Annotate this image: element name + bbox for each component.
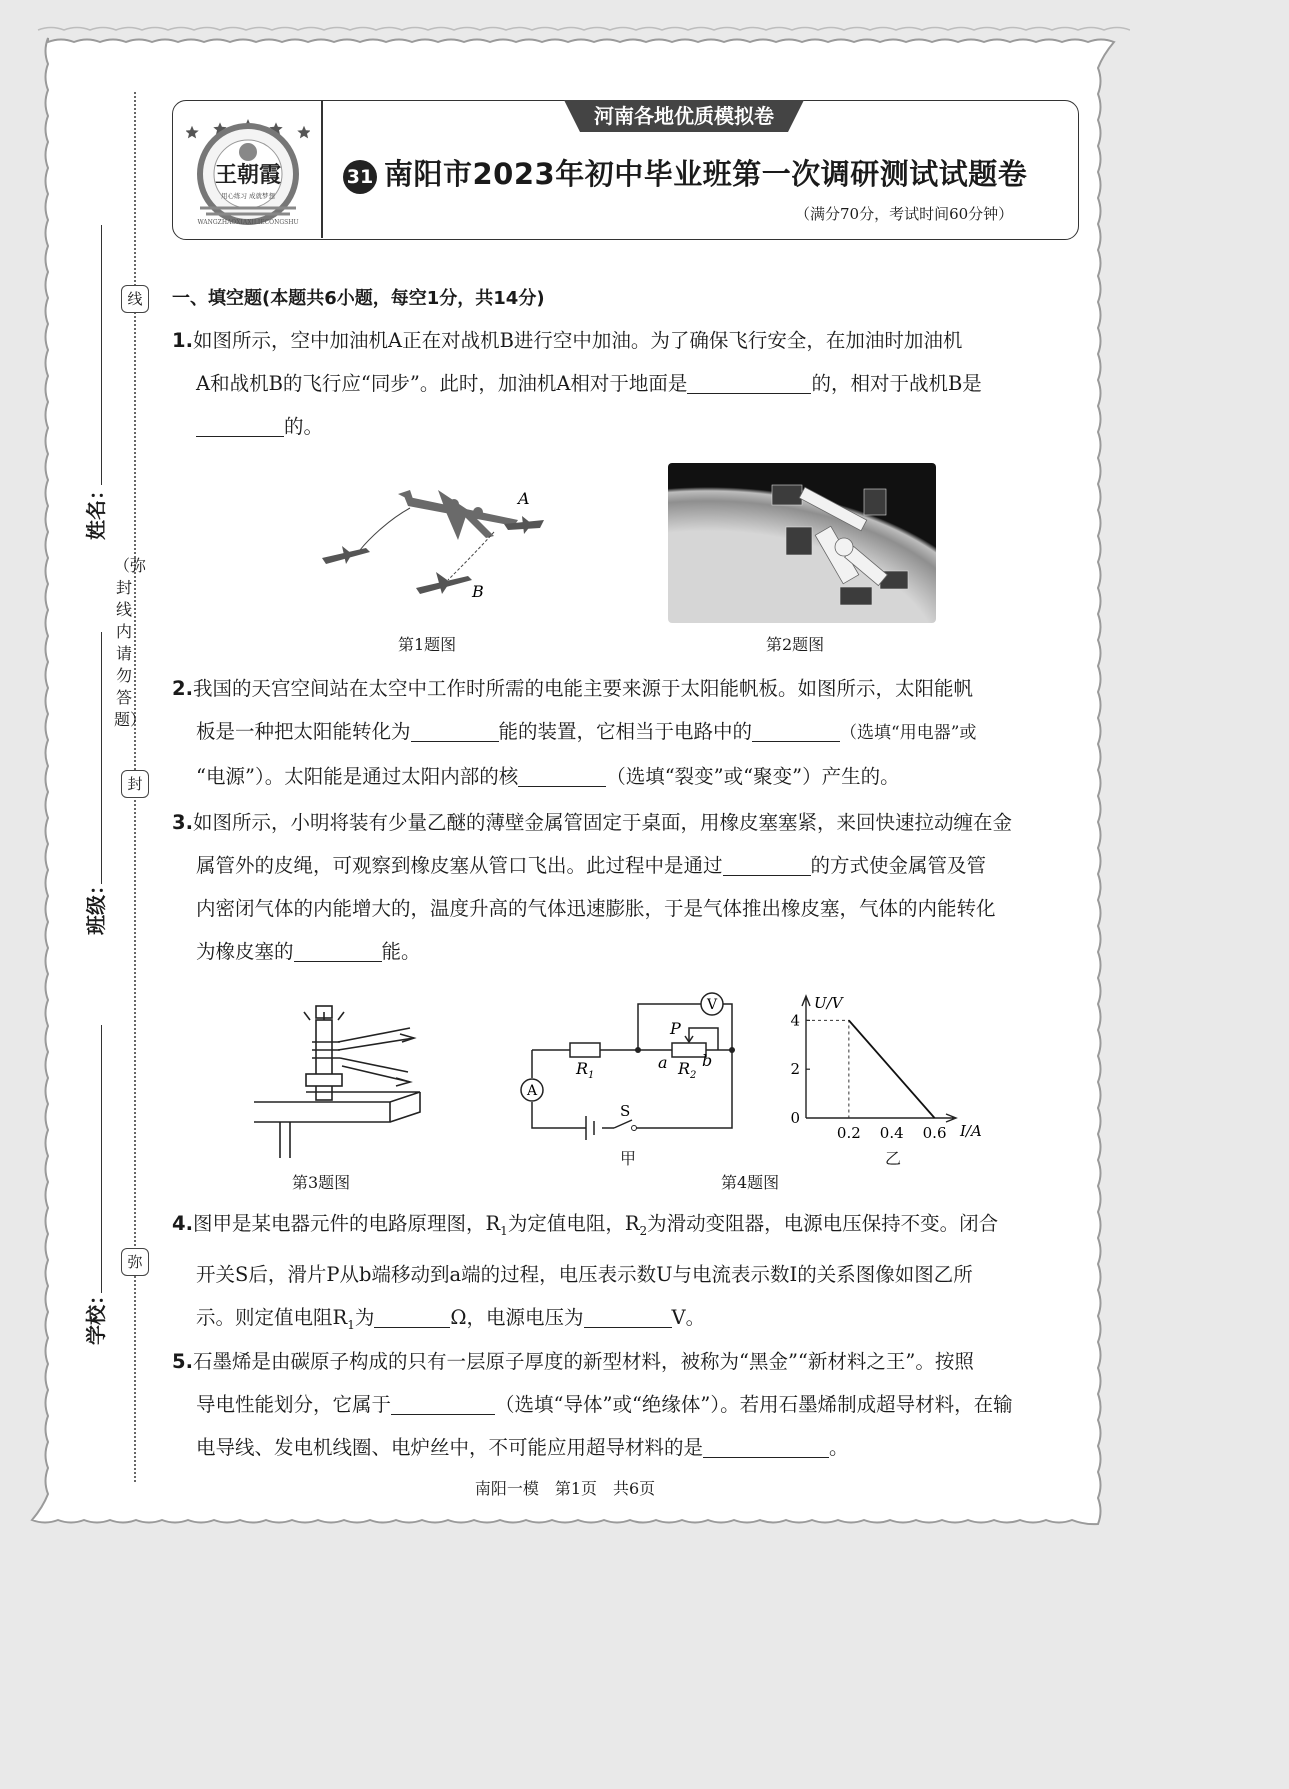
question-number: 3. [172,811,193,834]
question-text: 示。则定值电阻R [196,1305,348,1329]
logo-name: 王朝霞 [214,162,282,188]
question-text: 如图所示，空中加油机A正在对战机B进行空中加油。为了确保飞行安全，在加油时加油机 [192,329,963,352]
question-text: 能。 [381,940,421,963]
svg-text:V: V [706,997,718,1013]
question-text: （选填“裂变”或“聚变”）产生的。 [606,765,900,788]
question-text: 为橡皮塞的 [196,940,294,963]
figure-3-caption: 第3题图 [292,1173,351,1192]
logo-ring-text: WANGZHAOXIAXILIECONGSHU [197,219,299,226]
question-text: 开关S后，滑片P从b端移动到a端的过程，电压表示数U与电流表示数I的关系图像如图乙所 [196,1262,973,1286]
answer-blank[interactable] [703,1433,829,1458]
logo-star-icon [297,126,310,139]
question-text: 为定值电阻，R [507,1212,640,1235]
svg-text:A: A [526,1083,538,1099]
x-tick-label: 0.6 [922,1124,947,1142]
figure-3-tube-apparatus [250,998,430,1160]
seal-xian: 线 [121,285,149,313]
publisher-logo [186,108,310,232]
question-text: 为 [354,1305,375,1329]
y-tick-label: 0 [790,1109,800,1127]
question-text: 内密闭气体的内能增大的，温度升高的气体迅速膨胀，于是气体推出橡皮塞，气体的内能转化 [196,897,996,920]
answer-blank[interactable] [687,369,811,394]
answer-blank[interactable] [723,851,811,876]
header-tag: 河南各地优质模拟卷 [580,100,788,132]
figure-1-refueling [318,480,558,610]
y-axis-label: U/V [814,994,843,1012]
label-a: A [518,489,530,508]
school-field[interactable] [101,1025,102,1293]
y-axis [802,996,810,1118]
r2-label: $R_2$ [678,1059,697,1081]
question-text: 电导线、发电机线圈、电炉丝中，不可能应用超导材料的是 [196,1436,704,1459]
question-text: V。 [671,1305,706,1329]
x-tick-label: 0.2 [836,1124,861,1142]
page-title: 南阳市2023年初中毕业班第一次调研测试试题卷 [384,157,1028,191]
y-tick-label: 4 [790,1011,800,1030]
question-text: “电源”）。太阳能是通过太阳内部的核 [196,765,519,788]
y-tick-label: 2 [790,1060,800,1079]
page-footer: 南阳一模 第1页 共6页 [474,1479,656,1498]
question-number: 2. [172,677,193,700]
school-label: 学校： [84,1285,108,1345]
question-text: 的，相对于战机B是 [811,372,982,395]
question-number: 1. [172,329,193,352]
question-text: （选填“用电器”或 [840,723,977,743]
exam-info: （满分70分，考试时间60分钟） [795,205,1014,223]
resistor-r1 [570,1043,600,1057]
figure-2-caption: 第2题图 [766,635,825,654]
seal-notice: （弥封线内请勿答题） [114,556,147,729]
question-text: 的。 [284,415,324,438]
logo-divider [321,100,323,238]
question-text: 我国的天宫空间站在太空中工作时所需的电能主要来源于太阳能帆板。如图所示，太阳能帆 [192,677,973,700]
question-5 [172,1340,1078,1469]
answer-blank[interactable] [374,1303,450,1328]
question-text: 板是一种把太阳能转化为 [196,720,411,743]
question-text: 石墨烯是由碳原子构成的只有一层原子厚度的新型材料，被称为“黑金”“新材料之王”。按照 [192,1350,974,1373]
graph-caption: 乙 [885,1149,902,1168]
seal-mi: 弥 [121,1248,149,1276]
figure-4-circuit [514,990,744,1170]
figure-4-graph [770,990,1000,1150]
question-text: 图甲是某电器元件的电路原理图，R [192,1212,501,1235]
name-field[interactable] [101,225,102,485]
circuit-caption: 甲 [620,1149,637,1168]
logo-star-icon [186,126,199,139]
figure-1-caption: 第1题图 [398,635,457,654]
x-tick-label: 0.4 [879,1124,904,1142]
question-text: 如图所示，小明将装有少量乙醚的薄壁金属管固定于桌面，用橡皮塞塞紧，来回快速拉动缠在金 [192,811,1012,834]
class-field[interactable] [101,632,102,884]
question-text: 的方式使金属管及管 [810,854,987,877]
question-1 [172,319,1078,448]
answer-blank[interactable] [196,412,284,437]
question-3 [172,801,1078,973]
question-2 [172,667,1078,798]
answer-blank[interactable] [391,1390,495,1415]
end-a-label: a [658,1053,668,1072]
answer-blank[interactable] [411,717,499,742]
question-text: A和战机B的飞行应“同步”。此时，加油机A相对于地面是 [196,372,688,395]
answer-blank[interactable] [584,1303,672,1328]
x-axis-label: I/A [960,1122,982,1140]
question-text: Ω，电源电压为 [450,1305,584,1329]
question-text: （选填“导体”或“绝缘体”）。若用石墨烯制成超导材料，在输 [495,1393,1013,1416]
class-label: 班级： [84,875,108,935]
question-4: 4.图甲是某电器元件的电路原理图，$R_1$为定值电阻，$R_2$为滑动变阻器，电源电压保持不变。闭合 开关S后，滑片P从b端移动到a端的过程，电压表示数U与电流表示数I的关系图像如图乙所 示。则定值电阻$R_1$为 Ω，电源电压为 V。 [172,1212,999,1332]
switch-label: S [620,1102,631,1120]
question-text: 。 [829,1436,849,1459]
question-text: 属管外的皮绳，可观察到橡皮塞从管口飞出。此过程中是通过 [196,854,723,877]
figure-2-space-station [668,463,936,623]
seal-feng: 封 [121,770,149,798]
label-b: B [472,582,484,601]
name-label: 姓名： [84,480,108,540]
logo-motto: 用心练习 成就梦想 [220,192,276,200]
answer-blank[interactable] [752,717,840,742]
answer-blank[interactable] [294,937,382,962]
answer-blank[interactable] [518,762,606,787]
section-heading: 一、填空题(本题共6小题，每空1分，共14分) [172,288,545,309]
figure-4-caption: 第4题图 [721,1173,780,1192]
paper-number-badge: 31 [343,160,377,194]
slider-label: P [670,1019,681,1038]
end-b-label: b [702,1051,713,1070]
question-text: 导电性能划分，它属于 [196,1393,392,1416]
question-text: 为滑动变阻器，电源电压保持不变。闭合 [647,1212,999,1235]
series-line [849,1020,935,1118]
question-number: 4. [172,1212,193,1235]
guide-line [806,1020,849,1118]
resistor-r2 [672,1043,706,1057]
r1-label: $R_1$ [576,1059,595,1081]
question-text: 能的装置，它相当于电路中的 [498,720,753,743]
question-number: 5. [172,1350,193,1373]
